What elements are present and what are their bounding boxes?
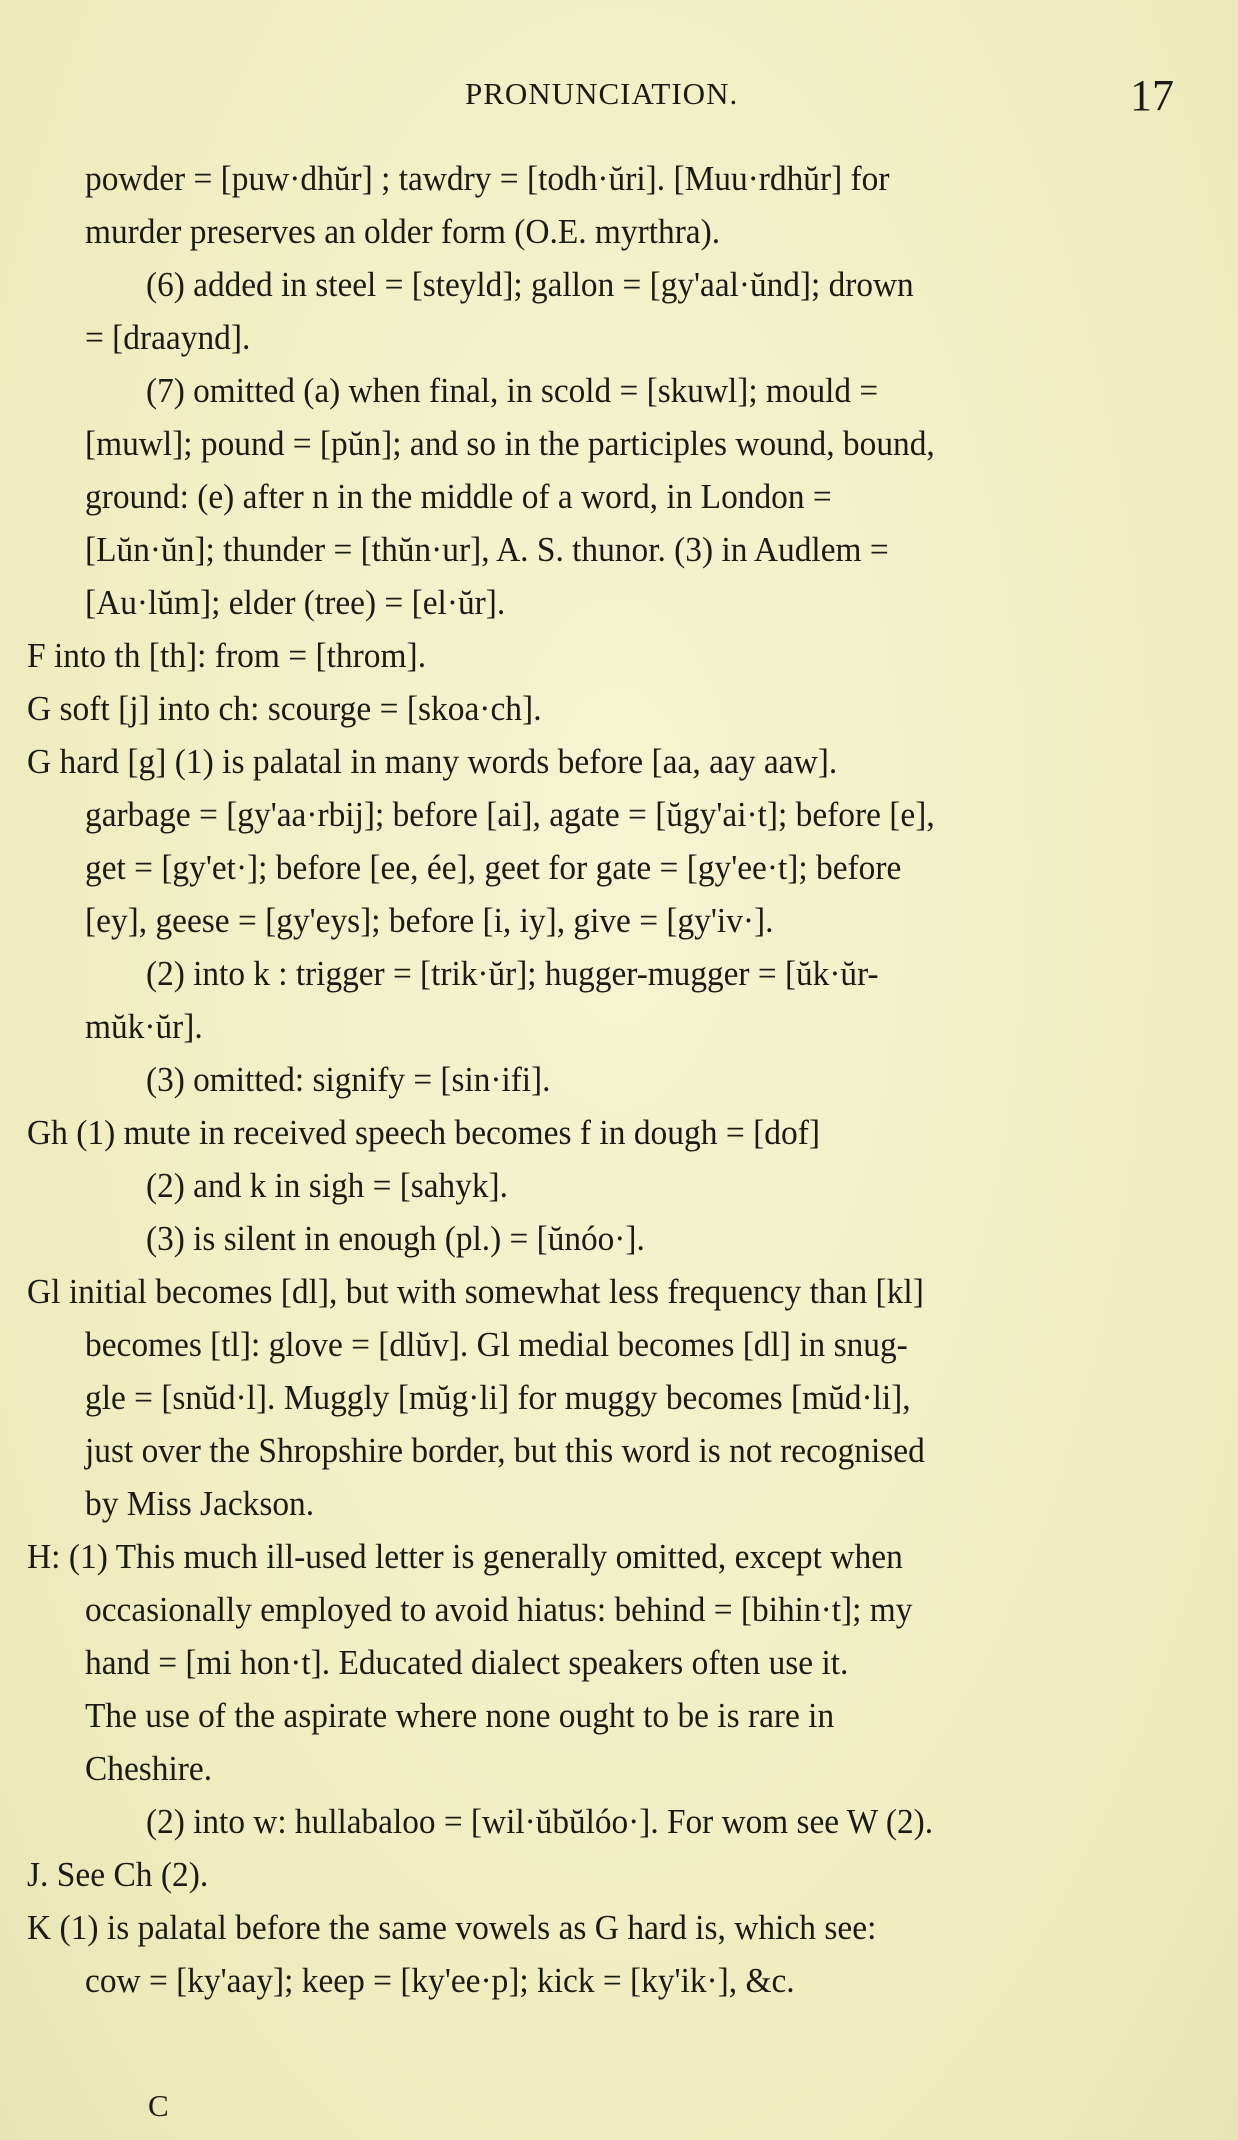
text-line-content: The use of the aspirate where none ought to be is rare in [85,1696,835,1735]
text-line-content: by Miss Jackson. [85,1484,315,1523]
text-line [0,1795,1238,1849]
text-line [0,1212,1238,1266]
running-head: PRONUNCIATION. [465,76,739,111]
text-line-content: Cheshire. [85,1749,213,1788]
text-line [0,947,1238,1001]
text-line-content: H: (1) This much ill-used letter is generally omitted, except when [27,1537,903,1576]
text-line [0,1106,1238,1160]
signature-mark: C [148,2088,169,2123]
text-line-content: Gh (1) mute in received speech becomes f in dough = [dof] [27,1113,821,1152]
text-line [0,1954,1238,2008]
text-line [0,1424,1238,1478]
text-line-content: just over the Shropshire border, but this word is not recognised [85,1431,925,1470]
page-number: 17 [1130,71,1174,120]
text-line [0,894,1238,948]
page-header [0,70,1238,120]
text-line-content: G hard [g] (1) is palatal in many words before [aa, aay aaw]. [27,742,838,781]
text-line-content: (7) omitted (a) when final, in scold = [skuwl]; mould = [146,371,879,410]
text-line-content: becomes [tl]: glove = [dlŭv]. Gl medial becomes [dl] in snug- [85,1325,908,1364]
text-line-content: [ey], geese = [gy'eys]; before [i, iy], give = [gy'iv·]. [85,901,774,940]
text-line [0,1000,1238,1054]
text-line [0,1689,1238,1743]
text-line [0,735,1238,789]
text-line-content: = [draaynd]. [85,318,251,357]
text-line-content: garbage = [gy'aa·rbij]; before [ai], agate = [ŭgy'ai·t]; before [e], [85,795,935,834]
text-line-content: ground: (e) after n in the middle of a word, in London = [85,477,832,516]
text-line [0,1318,1238,1372]
text-line [0,1636,1238,1690]
text-line-content: Gl initial becomes [dl], but with somewhat less frequency than [kl] [27,1272,924,1311]
text-line-content: [Au·lŭm]; elder (tree) = [el·ŭr]. [85,583,506,622]
text-line [0,1477,1238,1531]
text-line-content: G soft [j] into ch: scourge = [skoa·ch]. [27,689,542,728]
text-line [0,682,1238,736]
text-line-content: cow = [ky'aay]; keep = [ky'ee·p]; kick = [ky'ik·], &c. [85,1961,795,2000]
text-line-content: powder = [puw·dhŭr] ; tawdry = [todh·ŭri]. [Muu·rdhŭr] for [85,159,890,198]
text-line [0,417,1238,471]
text-line [0,1742,1238,1796]
text-line-content: murder preserves an older form (O.E. myrthra). [85,212,721,251]
text-line-content: (2) into k : trigger = [trik·ŭr]; hugger-mugger = [ŭk·ŭr- [146,954,879,993]
text-line-content: (3) omitted: signify = [sin·ifi]. [146,1060,551,1099]
text-line [0,841,1238,895]
text-line [0,1901,1238,1955]
text-line [0,629,1238,683]
text-line [0,1371,1238,1425]
text-line [0,788,1238,842]
text-line-content: hand = [mi hon·t]. Educated dialect speakers often use it. [85,1643,849,1682]
text-line-content: K (1) is palatal before the same vowels as G hard is, which see: [27,1908,877,1947]
text-line-content: get = [gy'et·]; before [ee, ée], geet for gate = [gy'ee·t]; before [85,848,902,887]
text-line [0,470,1238,524]
text-line-content: [muwl]; pound = [pŭn]; and so in the participles wound, bound, [85,424,935,463]
text-line [0,1265,1238,1319]
text-line-content: (2) into w: hullabaloo = [wil·ŭbŭlóo·]. For wom see W (2). [146,1802,934,1841]
text-line-content: (3) is silent in enough (pl.) = [ŭnóo·]. [146,1219,645,1258]
text-line-content: occasionally employed to avoid hiatus: behind = [bihin·t]; my [85,1590,913,1629]
text-line [0,576,1238,630]
text-line-content: (2) and k in sigh = [sahyk]. [146,1166,508,1205]
text-line-content: mŭk·ŭr]. [85,1007,203,1046]
text-line [0,152,1238,206]
text-line [0,258,1238,312]
text-line-content: J. See Ch (2). [27,1855,209,1894]
text-line-content: F into th [th]: from = [throm]. [27,636,427,675]
text-line-content: gle = [snŭd·l]. Muggly [mŭg·li] for muggy becomes [mŭd·li], [85,1378,911,1417]
text-line [0,523,1238,577]
text-line [0,311,1238,365]
text-line [0,1530,1238,1584]
text-line [0,1583,1238,1637]
text-line [0,1053,1238,1107]
text-line [0,1848,1238,1902]
text-line [0,364,1238,418]
text-line-content: (6) added in steel = [steyld]; gallon = [gy'aal·ŭnd]; drown [146,265,914,304]
text-line-content: [Lŭn·ŭn]; thunder = [thŭn·ur], A. S. thunor. (3) in Audlem = [85,530,889,569]
text-line [0,1159,1238,1213]
text-line [0,205,1238,259]
